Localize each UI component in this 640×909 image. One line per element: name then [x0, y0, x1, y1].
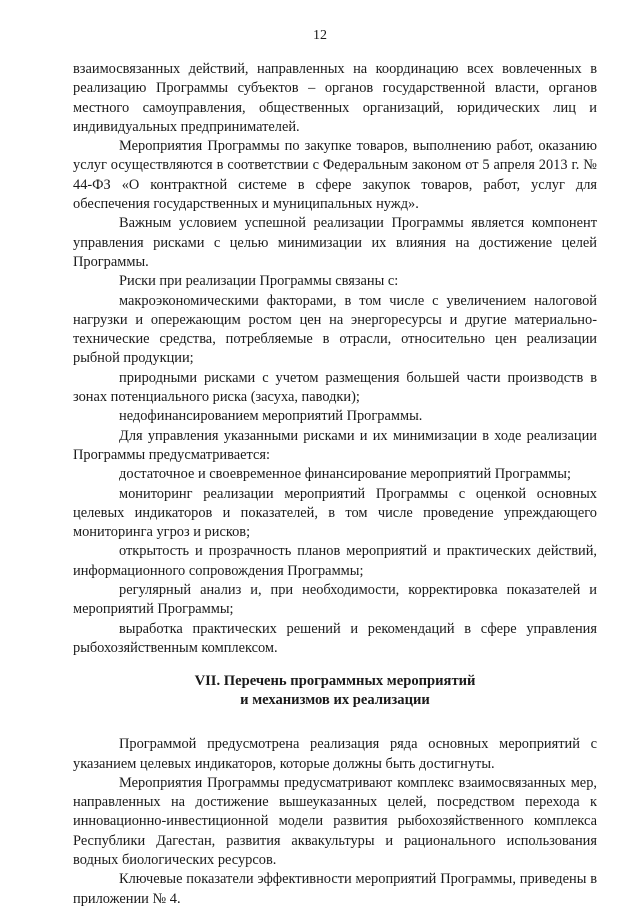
paragraph: Мероприятия Программы предусматривают комплекс взаимосвязанных мер, направленных на достижение вышеуказанных целей, посредством перехода к инновационно-инвестиционной модели развития рыбохозяйственного комплекса Республики Дагестан, развития аквакультуры и рационального использования водных биологических ресурсов.	[73, 774, 597, 868]
list-item-paragraph: макроэкономическими факторами, в том числе с увеличением налоговой нагрузки и опережающим ростом цен на энергоресурсы и другие материально-технические средства, потребляемые в отрасли, относительно цен реализации рыбной продукции;	[73, 292, 597, 367]
section-heading-line: VII. Перечень программных мероприятий	[194, 673, 476, 690]
list-item-paragraph: регулярный анализ и, при необходимости, корректировка показателей и мероприятий Программы;	[73, 582, 597, 618]
list-item-paragraph: открытость и прозрачность планов мероприятий и практических действий, информационного сопровождения Программы;	[73, 543, 597, 579]
list-item-paragraph: мониторинг реализации мероприятий Программы с оценкой основных целевых индикаторов и показателей, в том числе проведение упреждающего мониторинга угроз и рисков;	[73, 485, 597, 541]
paragraph: Программой предусмотрена реализация ряда основных мероприятий с указанием целевых индикаторов, которые должны быть достигнуты.	[73, 736, 597, 772]
paragraph: Для управления указанными рисками и их минимизации в ходе реализации Программы предусматривается:	[73, 427, 597, 463]
page-body	[73, 60, 597, 909]
list-item-paragraph: выработка практических решений и рекомендаций в сфере управления рыбохозяйственным комплексом.	[73, 620, 597, 656]
paragraph: Важным условием успешной реализации Программы является компонент управления рисками с целью минимизации их влияния на достижение целей Программы.	[73, 215, 597, 270]
list-item-paragraph: природными рисками с учетом размещения большей части производств в зонах потенциального риска (засуха, паводки);	[73, 369, 597, 406]
paragraph: Ключевые показатели эффективности мероприятий Программы, приведены в приложении № 4.	[73, 871, 597, 907]
paragraph: Риски при реализации Программы связаны с:	[119, 273, 399, 290]
section-heading-line: и механизмов их реализации	[240, 692, 430, 709]
section-heading	[73, 672, 597, 710]
paragraph: Мероприятия Программы по закупке товаров, выполнению работ, оказанию услуг осуществляются в соответствии с Федеральным законом от 5 апреля 2013 г. № 44-ФЗ «О контрактной системе в сфере закупок товаров, работ, услуг для обеспечения государственных и муниципальных нужд».	[73, 138, 597, 213]
body-text-after-heading	[73, 735, 597, 909]
list-item-paragraph: достаточное и своевременное финансирование мероприятий Программы;	[119, 466, 571, 483]
body-text-before-heading	[73, 60, 597, 658]
paragraph: взаимосвязанных действий, направленных на координацию всех вовлеченных в реализацию Программы субъектов – органов государственной власти, органов местного самоуправления, общественных организаций, юридических лиц и индивидуальных предпринимателей.	[73, 61, 597, 135]
list-item-paragraph: недофинансированием мероприятий Программы.	[119, 408, 423, 425]
page-number: 12	[313, 28, 327, 43]
